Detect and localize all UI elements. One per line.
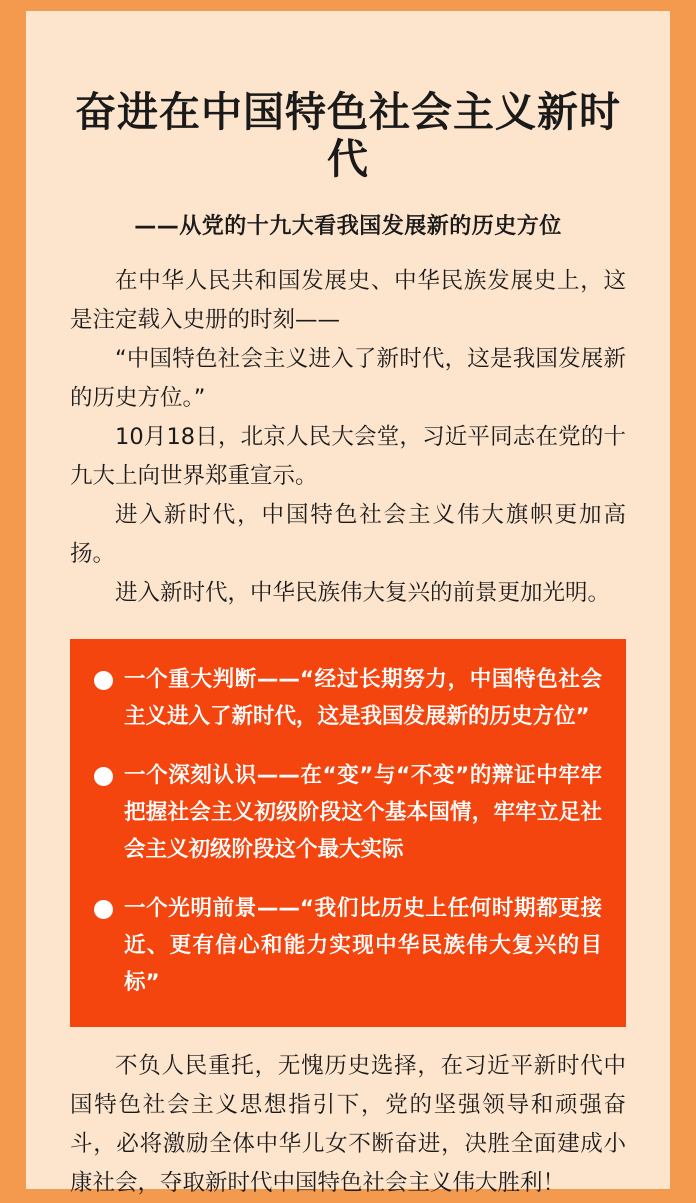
highlight-item [94,890,602,1001]
bullet-icon [94,671,113,690]
article-page [26,11,670,1197]
highlight-item-text: 一个深刻认识——在“变”与“不变”的辩证中牢牢把握社会主义初级阶段这个基本国情，牢牢立足社会主义初级阶段这个最大实际 [124,763,602,863]
page-title: 奋进在中国特色社会主义新时代 [75,88,621,184]
paragraph: 进入新时代，中国特色社会主义伟大旗帜更加高扬。 [70,502,626,568]
article-content [26,11,670,1203]
highlight-box [70,639,626,1027]
highlight-item-text: 一个光明前景——“我们比历史上任何时期都更接近、更有信心和能力实现中华民族伟大复兴的目标” [124,896,602,996]
bullet-icon [94,767,113,786]
intro-paragraphs [70,240,626,613]
closing-paragraphs [70,1027,626,1203]
highlight-item [94,757,602,868]
highlight-item-text: 一个重大判断——“经过长期努力，中国特色社会主义进入了新时代，这是我国发展新的历史方位” [124,667,602,730]
paragraph: 在中华人民共和国发展史、中华民族发展史上，这是注定载入史册的时刻—— [70,268,626,334]
bullet-icon [94,900,113,919]
paragraph: 进入新时代，中华民族伟大复兴的前景更加光明。 [115,580,611,607]
paragraph: 10月18日，北京人民大会堂，习近平同志在党的十九大上向世界郑重宣示。 [70,424,626,490]
page-subtitle: ——从党的十九大看我国发展新的历史方位 [134,214,562,240]
paragraph: “中国特色社会主义进入了新时代，这是我国发展新的历史方位。” [70,346,626,412]
highlight-item [94,661,602,735]
paragraph: 不负人民重托，无愧历史选择，在习近平新时代中国特色社会主义思想指引下，党的坚强领导和顽强奋斗，必将激励全体中华儿女不断奋进，决胜全面建成小康社会，夺取新时代中国特色社会主义伟大胜利！ [70,1053,626,1197]
